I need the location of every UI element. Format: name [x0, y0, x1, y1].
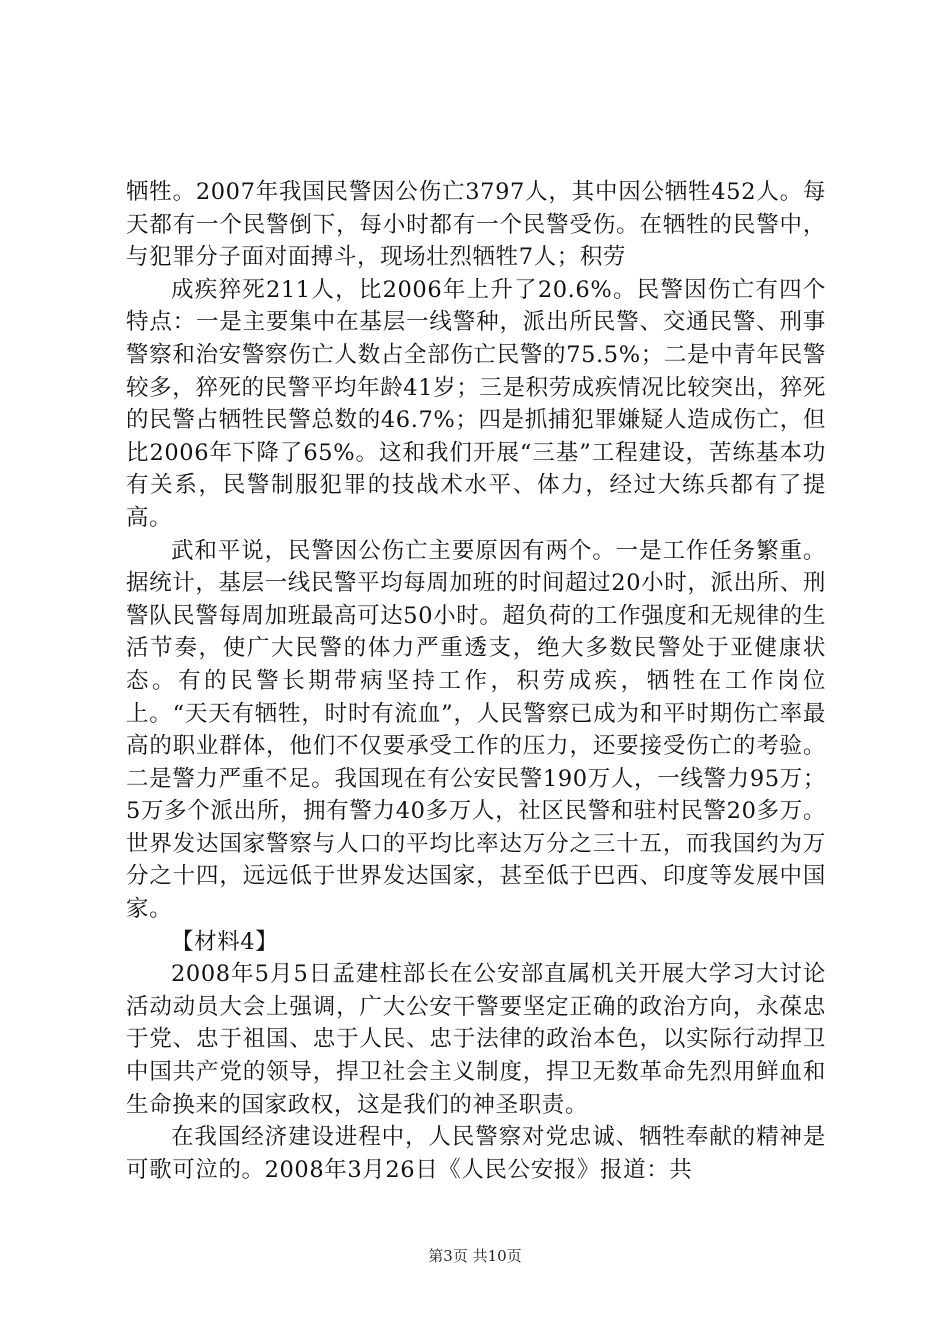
page-number-footer: 第3页 共10页 — [428, 1247, 522, 1265]
document-body — [126, 176, 826, 1186]
paragraph-2: 成疾猝死211人，比2006年上升了20.6%。民警因伤亡有四个特点：一是主要集中在基层一线警种，派出所民警、交通民警、刑事警察和治安警察伤亡人数占全部伤亡民警的75.5%；二是中青年民警较多，猝死的民警平均年龄41岁；三是积劳成疾情况比较突出，猝死的民警占牺牲民警总数的46.7%；四是抓捕犯罪嫌疑人造成伤亡，但比2006年下降了65%。这和我们开展“三基”工程建设，苦练基本功有关系，民警制服犯罪的技战术水平、体力，经过大练兵都有了提高。 — [126, 276, 826, 531]
paragraph-4: 2008年5月5日孟建柱部长在公安部直属机关开展大学习大讨论活动动员大会上强调，广大公安干警要坚定正确的政治方向，永葆忠于党、忠于祖国、忠于人民、忠于法律的政治本色，以实际行动捍卫中国共产党的领导，捍卫社会主义制度，捍卫无数革命先烈用鲜血和生命换来的国家政权，这是我们的神圣职责。 — [126, 961, 826, 1118]
paragraph-1: 牺牲。2007年我国民警因公伤亡3797人，其中因公牺牲452人。每天都有一个民警倒下，每小时都有一个民警受伤。在牺牲的民警中，与犯罪分子面对面搏斗，现场壮烈牺牲7人；积劳 — [126, 179, 826, 271]
paragraph-5: 在我国经济建设进程中，人民警察对党忠诚、牺牲奉献的精神是可歌可泣的。2008年3月26日《人民公安报》报道：共 — [126, 1124, 826, 1183]
paragraph-3: 武和平说，民警因公伤亡主要原因有两个。一是工作任务繁重。据统计，基层一线民警平均每周加班的时间超过20小时，派出所、刑警队民警每周加班最高可达50小时。超负荷的工作强度和无规律的生活节奏，使广大民警的体力严重透支，绝大多数民警处于亚健康状态。有的民警长期带病坚持工作，积劳成疾，牺牲在工作岗位上。“天天有牺牲，时时有流血”，人民警察已成为和平时期伤亡率最高的职业群体，他们不仅要承受工作的压力，还要接受伤亡的考验。二是警力严重不足。我国现在有公安民警190万人，一线警力95万；5万多个派出所，拥有警力40多万人，社区民警和驻村民警20多万。世界发达国家警察与人口的平均比率达万分之三十五，而我国约为万分之十四，远远低于世界发达国家，甚至低于巴西、印度等发展中国家。 — [126, 537, 826, 923]
material-heading: 【材料4】 — [171, 928, 279, 955]
